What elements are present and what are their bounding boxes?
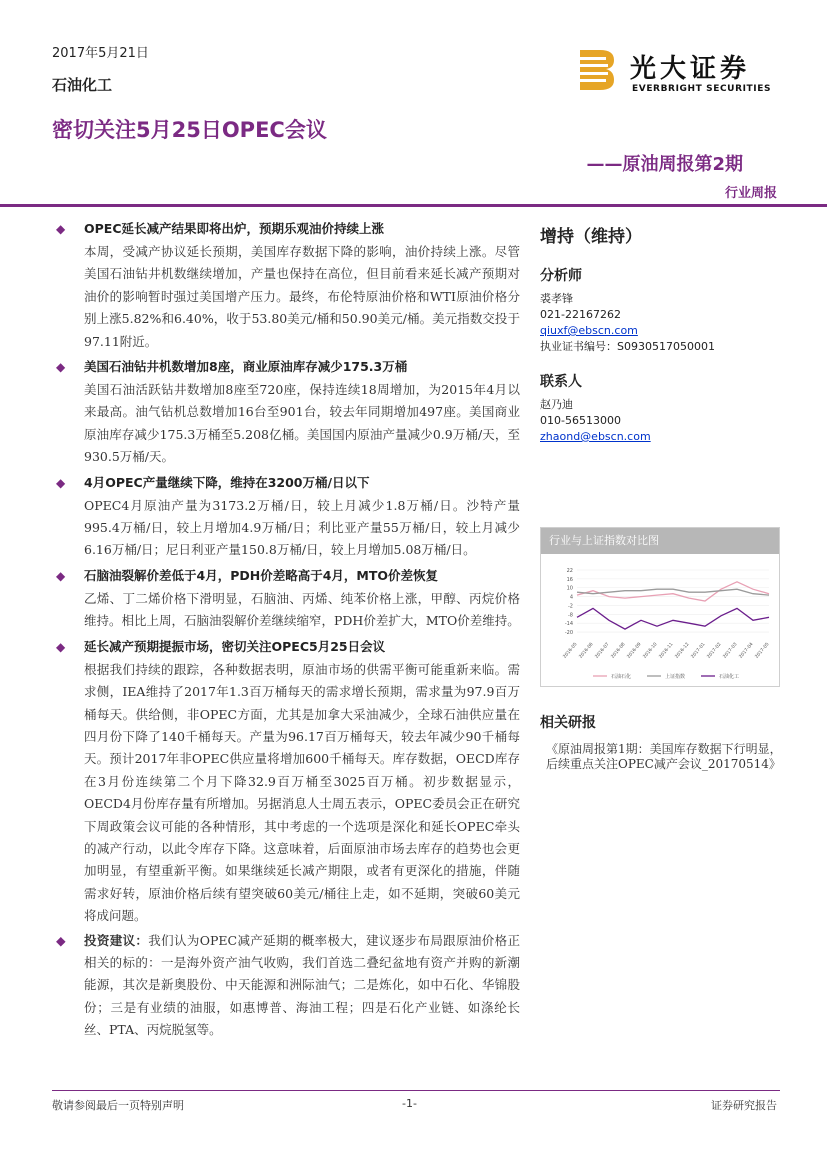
y-tick-label: 22 [566,568,573,574]
section [52,635,520,928]
y-tick-label: -2 [568,603,573,610]
invest-label: 投资建议： [84,932,149,948]
legend-label: 上证指数 [665,674,686,680]
sidebar [540,222,780,445]
page-title: 密切关注5月25日OPEC会议 [52,118,327,142]
report-date: 2017年5月21日 [52,46,149,61]
diamond-bullet-icon: ◆ [56,360,66,375]
contact-heading: 联系人 [540,374,582,390]
logo-name-en: EVERBRIGHT SECURITIES [632,84,772,94]
x-tick-label: 2016-06 [578,642,595,660]
everbright-logo-icon [578,48,616,92]
x-tick-label: 2016-09 [626,642,643,660]
section-body: 乙烯、丁二烯价格下滑明显，石脑油、丙烯、纯苯价格上涨，甲醇、丙烷价格维持。相比上周，石脑油裂解价差继续缩窄，PDH价差扩大，MTO价差维持。 [84,590,520,629]
main-content [52,217,520,1042]
section-heading: 延长减产预期提振市场，密切关注OPEC5月25日会议 [84,638,386,654]
page-number: -1- [402,1097,417,1110]
diamond-bullet-icon: ◆ [56,568,66,583]
section-body: 根据我们持续的跟踪，各种数据表明，原油市场的供需平衡可能重新来临。需求侧，IEA维持了2017年1.3百万桶每天的需求增长预期，需求量为97.9百万桶每天。供给侧，非OPEC方面，尤其是加拿大采油减少，全球石油供应量在四月份下降了140千桶每天。产量为96.17百万桶每天，较去年减少90千桶每天。预计2017年非OPEC供应量将增加600千桶每天。库存数据，OECD库存在3月份连续第二个月下降32.9百万桶至3025百万桶。初步数据显示，OECD4月份库存量有所增加。另据消息人士周五表示，OPEC委员会正在研究下周政策会议可能的各种情形，其中考虑的一个选项是深化和延长OPEC牵头的减产行动，以此令库存下降。这意味着，后面原油市场去库存的趋势也会更加明显，有望重新平衡。如果继续延长减产期限，或者有更深化的措施，伴随需求好转，原油价格后续有望突破60美元/桶往上走，如不延期，突破60美元将成问题。 [84,661,520,924]
sector-label: 石油化工 [52,76,113,94]
footer-report-label: 证券研究报告 [711,1099,777,1112]
y-tick-label: 4 [569,594,573,601]
logo-name-cn: 光大证券 [630,54,751,84]
x-tick-label: 2016-10 [642,642,659,660]
section [52,564,520,633]
section-body: 美国石油活跃钻井数增加8座至720座，保持连续18周增加，为2015年4月以来最高。油气钻机总数增加16台至901台，较去年同期增加497座。美国商业原油库存减少175.3万桶至5.208亿桶。美国国内原油产量减少0.9万桶/天，至930.5万桶/天。 [84,382,520,465]
x-tick-label: 2016-08 [610,642,627,660]
related-report-link[interactable]: 《原油周报第1期：美国库存数据下行明显，后续重点关注OPEC减产会议_20170514》 [546,742,782,771]
comparison-chart [540,527,780,687]
series-line [577,582,769,601]
footer-divider [52,1090,780,1091]
section-heading: 美国石油钻井机数增加8座，商业原油库存减少175.3万桶 [84,359,408,375]
y-tick-label: -8 [568,612,573,619]
legend-label: 石油化工 [719,674,740,680]
diamond-bullet-icon: ◆ [56,639,66,654]
section-heading: OPEC延长减产结果即将出炉，预期乐观油价持续上涨 [84,221,385,236]
chart-title: 行业与上证指数对比图 [541,528,779,554]
analyst-email-link[interactable]: qiuxf@ebscn.com [540,324,638,337]
legend-label: 石油石化 [611,674,632,680]
y-tick-label: 16 [566,576,573,583]
related-heading: 相关研报 [540,715,596,731]
x-tick-label: 2016-12 [674,642,691,660]
x-tick-label: 2016-05 [562,642,579,660]
y-tick-label: 10 [566,585,573,592]
x-tick-label: 2017-02 [706,642,723,660]
x-tick-label: 2017-04 [738,642,755,660]
section-body: OPEC4月原油产量为3173.2万桶/日，较上月减少1.8万桶/日。沙特产量995.4万桶/日，较上月增加4.9万桶/日；利比亚产量55万桶/日，较上月减少6.16万桶/日；尼日利亚产量150.8万桶/日，较上月增加5.08万桶/日。 [84,497,520,558]
header-divider [0,204,827,207]
investment-advice [52,930,520,1042]
x-tick-label: 2016-11 [658,642,675,660]
series-title: ——原油周报第2期 [586,154,743,175]
diamond-bullet-icon: ◆ [56,932,66,948]
analyst-heading: 分析师 [540,268,582,284]
section [52,471,520,562]
x-tick-label: 2017-01 [690,642,707,660]
series-line [577,608,769,629]
diamond-bullet-icon: ◆ [56,222,66,236]
analyst-name: 裘孝锋 [540,292,573,305]
x-tick-label: 2017-05 [754,642,771,660]
x-tick-label: 2017-03 [722,642,739,660]
analyst-phone: 021-22167262 [540,308,621,321]
section-body: 本周，受减产协议延长预期，美国库存数据下降的影响，油价持续上涨。尽管美国石油钻井机数继续增加，产量也保持在高位，但目前看来延长减产预期对油价的影响暂时强过美国增产压力。最终，布伦特原油价格和WTI原油价格分别上涨5.82%和6.40%，收于53.80美元/桶和50.90美元/桶。美元指数交投于97.11附近。 [84,244,520,349]
contact-phone: 010-56513000 [540,414,621,427]
section-heading: 4月OPEC产量继续下降，维持在3200万桶/日以下 [84,474,370,490]
contact-name: 赵乃迪 [540,398,573,411]
y-tick-label: -20 [564,630,573,637]
diamond-bullet-icon: ◆ [56,475,66,490]
invest-body: 我们认为OPEC减产延期的概率极大，建议逐步布局跟原油价格正相关的标的：一是海外资产油气收购，我们首选二叠纪盆地有资产并购的新潮能源，其次是新奥股份、中天能源和洲际油气；二是炼化，如中石化、华锦股份；三是有业绩的油服，如惠博普、海油工程；四是石化产业链、如涤纶长丝、PTA、丙烷脱氢等。 [84,932,520,1038]
section-heading: 石脑油裂解价差低于4月，PDH价差略高于4月，MTO价差恢复 [84,567,438,583]
y-tick-label: -14 [564,621,573,628]
contact-email-link[interactable]: zhaond@ebscn.com [540,430,651,443]
rating: 增持（维持） [540,227,642,247]
section [52,217,520,353]
section [52,355,520,469]
footer-disclaimer: 敬请参阅最后一页特别声明 [52,1099,184,1112]
chart-plot [541,554,779,686]
analyst-certificate: 执业证书编号：S0930517050001 [540,340,715,353]
x-tick-label: 2016-07 [594,642,611,660]
report-type: 行业周报 [724,186,777,201]
